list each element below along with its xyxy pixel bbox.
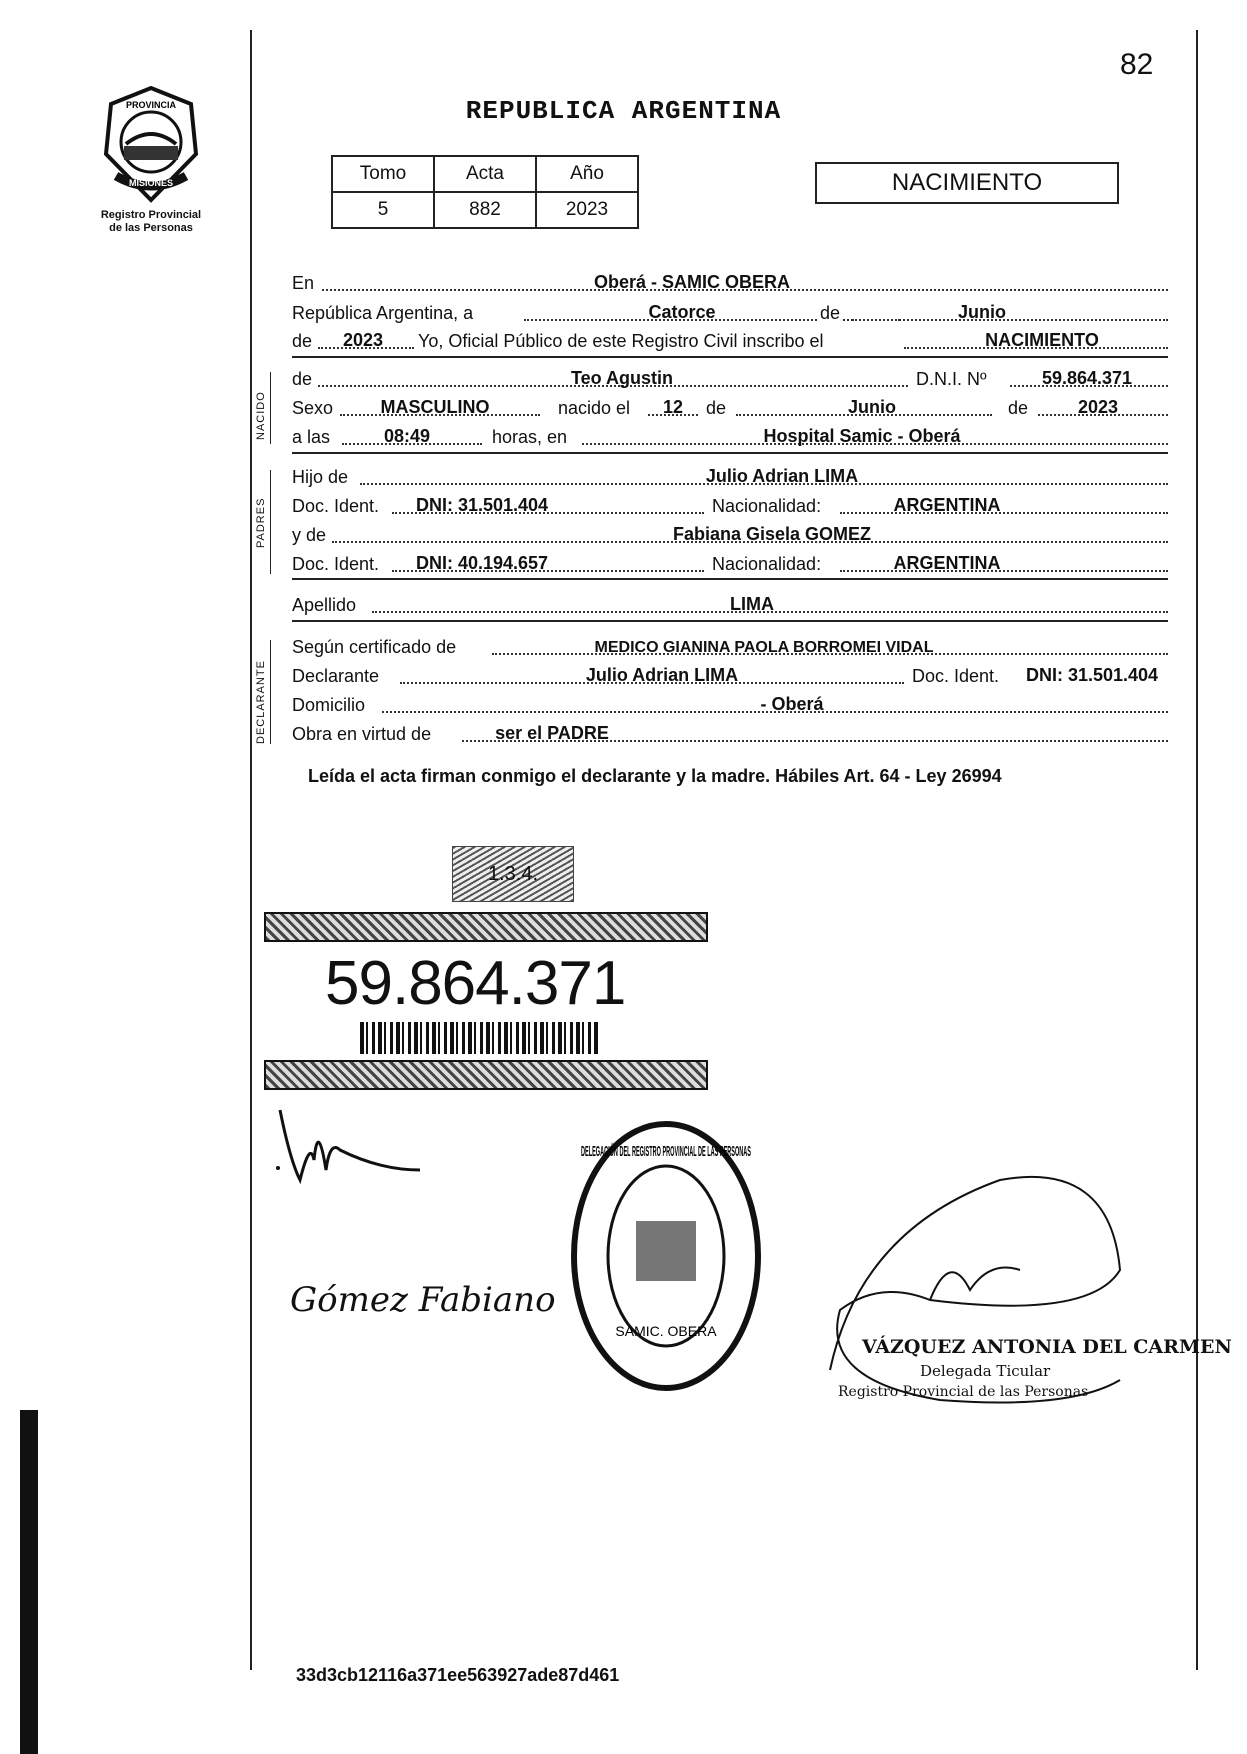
- seal-bottom-text: MISIONES: [128, 178, 174, 188]
- mes-value: Junio: [958, 302, 1006, 322]
- oficial-cargo: Delegada Ticular: [920, 1362, 1051, 1380]
- line-sexo: [292, 393, 1168, 421]
- oficial-name: VÁZQUEZ ANTONIA DEL CARMEN: [862, 1336, 1232, 1358]
- doc-label: Doc. Ident.: [292, 554, 380, 574]
- section-bracket: [270, 372, 271, 444]
- line-hijo: [292, 462, 1168, 490]
- de-label: de: [706, 398, 727, 418]
- tomo-acta-table: [331, 155, 639, 229]
- doc-label: Doc. Ident.: [912, 666, 1000, 686]
- dni-label: D.N.I. Nº: [916, 369, 987, 389]
- dia-value: Catorce: [648, 302, 716, 322]
- padre-nac-value: ARGENTINA: [893, 495, 1001, 515]
- padre-value: Julio Adrian LIMA: [705, 466, 859, 486]
- de-label: de: [820, 303, 841, 323]
- line-padre-doc: [292, 491, 1168, 519]
- line-hora: [292, 422, 1168, 450]
- logo-org-line2: de las Personas: [109, 222, 193, 234]
- value-acta: 882: [434, 192, 536, 228]
- section-declarante: DECLARANTE: [255, 660, 267, 744]
- acta-type-box: NACIMIENTO: [815, 162, 1119, 204]
- document-title: REPUBLICA ARGENTINA: [465, 96, 782, 126]
- nac-label: Nacionalidad:: [712, 496, 822, 516]
- line-certificado: [292, 632, 1168, 660]
- hora-value: 08:49: [383, 426, 431, 446]
- dom-value: - Oberá: [760, 694, 824, 714]
- cert-value: MEDICO GIANINA PAOLA BORROMEI VIDAL: [594, 639, 934, 656]
- value-anio: 2023: [536, 192, 638, 228]
- madre-value: Fabiana Gisela GOMEZ: [672, 524, 872, 544]
- small-stamp-text: 1.3.4.: [487, 863, 539, 885]
- en-label: En: [292, 273, 315, 293]
- section-bracket: [270, 640, 271, 744]
- line-obra: [292, 719, 1168, 747]
- barcode: [360, 1022, 600, 1054]
- nacido-label: nacido el: [558, 398, 631, 418]
- header-tomo: Tomo: [332, 156, 434, 192]
- madre-nac-value: ARGENTINA: [893, 553, 1001, 573]
- obra-value: ser el PADRE: [495, 723, 609, 743]
- oficial-organismo: Registro Provincial de las Personas: [838, 1384, 1089, 1400]
- nac-label: Nacionalidad:: [712, 554, 822, 574]
- anio-value: 2023: [342, 330, 384, 350]
- padre-doc-value: DNI: 31.501.404: [415, 495, 549, 515]
- header-acta: Acta: [434, 156, 536, 192]
- horas-label: horas, en: [492, 427, 568, 447]
- logo-org-line1: Registro Provincial: [100, 209, 202, 221]
- apellido-value: LIMA: [730, 594, 774, 614]
- anio-nac-value: 2023: [1077, 397, 1119, 417]
- decl-label: Declarante: [292, 666, 380, 686]
- sexo-value: MASCULINO: [380, 397, 490, 417]
- section-nacido: NACIDO: [255, 391, 267, 440]
- line-madre-doc: [292, 549, 1168, 577]
- dni-value: 59.864.371: [1041, 368, 1133, 388]
- security-band-top: [264, 912, 708, 942]
- section-bracket: [270, 470, 271, 574]
- de-label: de: [292, 369, 313, 389]
- hijo-label: Hijo de: [292, 467, 349, 487]
- dom-label: Domicilio: [292, 695, 366, 715]
- document-hash: 33d3cb12116a371ee563927ade87d461: [296, 1665, 620, 1685]
- line-madre: [292, 520, 1168, 548]
- doc-label: Doc. Ident.: [292, 496, 380, 516]
- obra-label: Obra en virtud de: [292, 724, 432, 744]
- small-stamp: [452, 846, 574, 902]
- line-domicilio: [292, 690, 1168, 718]
- lugar-value: Hospital Samic - Oberá: [763, 426, 961, 446]
- line-anio: [292, 326, 1168, 354]
- line-en: [292, 268, 1168, 296]
- madre-doc-value: DNI: 40.194.657: [415, 553, 549, 573]
- left-margin-line: [250, 30, 252, 1670]
- a-las-label: a las: [292, 427, 331, 447]
- seal-inner-text: SAMIC. OBERA: [615, 1323, 717, 1339]
- leyenda-text: Leída el acta firman conmigo el declarante y la madre. Hábiles Art. 64 - Ley 26994: [308, 766, 1002, 786]
- madre-signature: Gómez Fabiano: [290, 1280, 556, 1320]
- separator: [292, 620, 1168, 622]
- declarante-signature-icon: [270, 1100, 430, 1200]
- apellido-label: Apellido: [292, 595, 357, 615]
- seal-outer-text: DELEGACIÓN DEL REGISTRO PROVINCIAL DE LAS PERSONAS: [581, 1143, 1042, 1160]
- de2-label: de: [292, 331, 313, 351]
- republica-label: República Argentina, a: [292, 303, 474, 323]
- de-label: de: [1008, 398, 1029, 418]
- line-nombre: [292, 364, 1168, 392]
- line-republica: [292, 298, 1168, 326]
- seal-top-text: PROVINCIA: [125, 100, 177, 110]
- cert-label: Según certificado de: [292, 637, 457, 657]
- id-number-large: 59.864.371: [325, 949, 626, 1018]
- line-declarante: [292, 661, 1168, 689]
- right-margin-line: [1196, 30, 1198, 1670]
- mes-nac-value: Junio: [848, 397, 896, 417]
- sexo-label: Sexo: [292, 398, 334, 418]
- en-value: Oberá - SAMIC OBERA: [593, 272, 791, 292]
- scan-edge-bar: [20, 1410, 38, 1754]
- value-tomo: 5: [332, 192, 434, 228]
- yde-label: y de: [292, 525, 327, 545]
- separator: [292, 578, 1168, 580]
- nombre-value: Teo Agustin: [571, 368, 673, 388]
- line-apellido: [292, 590, 1168, 618]
- separator: [292, 452, 1168, 454]
- separator: [292, 356, 1168, 358]
- inscribo-value: NACIMIENTO: [985, 330, 1099, 350]
- decl-doc-value: DNI: 31.501.404: [1025, 665, 1159, 685]
- section-padres: PADRES: [255, 497, 267, 548]
- decl-value: Julio Adrian LIMA: [585, 665, 739, 685]
- yo-label: Yo, Oficial Público de este Registro Civil inscribo el: [418, 331, 824, 351]
- dia-nac-value: 12: [662, 397, 684, 417]
- page-number: 82: [1120, 48, 1154, 81]
- header-anio: Año: [536, 156, 638, 192]
- security-band-bottom: [264, 1060, 708, 1090]
